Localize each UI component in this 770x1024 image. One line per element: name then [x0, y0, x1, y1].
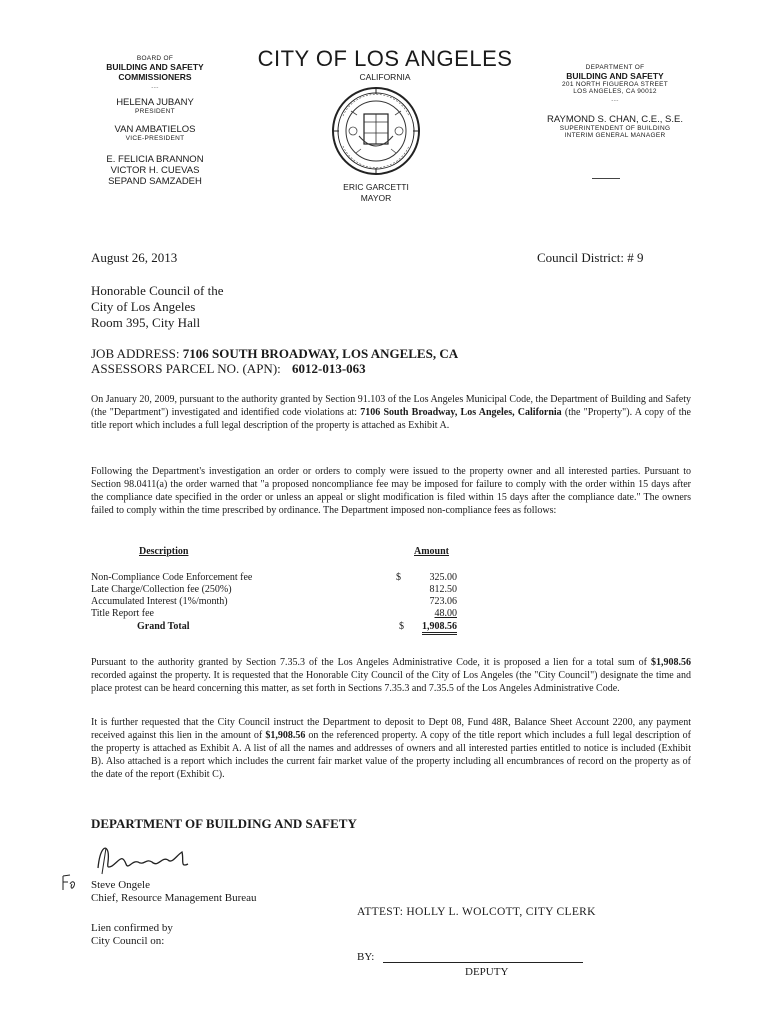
job-address-label: JOB ADDRESS: [91, 346, 180, 361]
department-separator: --- [611, 97, 619, 104]
paragraph-violations [91, 393, 691, 432]
paragraph-deposit-text-b: on the referenced property. A copy of the title report which includes a full legal description of the property is attached as Exhibit A. A list of all the names and addresses of owners and all interested parties entitled to notice is included (Exhibit B). Also attached is a report which includes the current fair market value of the property including all encumbrances of record on the property as of the date of the report (Exhibit C). [91, 730, 692, 780]
fees-column-description: Description [139, 546, 189, 557]
lien-confirmed-line-1: Lien confirmed by [91, 922, 173, 934]
fees-table [91, 546, 471, 646]
fee-label: Accumulated Interest (1%/month) [91, 596, 228, 607]
fee-dollar-sign: $ [396, 572, 401, 583]
fee-amount: 723.06 [429, 596, 457, 607]
fee-row [91, 608, 471, 620]
grand-total-amount: 1,908.56 [422, 621, 457, 635]
department-of-label: DEPARTMENT OF [585, 64, 645, 71]
commissioner-cuevas: VICTOR H. CUEVAS [110, 165, 200, 176]
fee-row [91, 596, 471, 608]
paragraph-violations-text-a: On January 20, 2009, pursuant to the authority granted by Section 91.103 of the Los Angeles Municipal Code, the Department of Building and Safety (the "Department") investigated and identified code violations at: [91, 394, 691, 418]
addressee-line-1: Honorable Council of the [91, 283, 224, 298]
handwritten-signature [92, 838, 212, 878]
department-block [520, 64, 710, 139]
lien-confirmed-block [91, 922, 173, 948]
grand-total-label: Grand Total [137, 621, 190, 632]
board-of-label: BOARD OF [136, 55, 174, 62]
paragraph-lien [91, 656, 691, 695]
fee-row [91, 584, 471, 596]
paragraph-lien-text-b: recorded against the property. It is requested that the Honorable City Council of the City of Los Angeles (the "City Council") designate the time and place protest can be heard concerning this matter, as set forth in Sections 7.35.3 and 7.35.5 of the Los Angeles Administrative Code. [91, 670, 691, 694]
commissioner-brannon: E. FELICIA BRANNON [106, 154, 204, 165]
paragraph-deposit-amount: $1,908.56 [265, 730, 306, 741]
apn-line [91, 361, 366, 377]
department-address-2: LOS ANGELES, CA 90012 [573, 88, 657, 95]
paragraph-deposit [91, 716, 691, 781]
fee-label: Non-Compliance Code Enforcement fee [91, 572, 253, 583]
letter-date: August 26, 2013 [91, 250, 178, 265]
paragraph-lien-amount: $1,908.56 [651, 657, 691, 668]
fee-total-row [91, 621, 471, 633]
general-manager-title-1: SUPERINTENDENT OF BUILDING [559, 125, 671, 132]
signer-title: Chief, Resource Management Bureau [91, 892, 257, 904]
fees-column-amount: Amount [414, 546, 450, 557]
addressee-line-2: City of Los Angeles [91, 299, 196, 314]
fee-amount: 325.00 [429, 572, 457, 583]
deputy-signature-line [383, 962, 583, 963]
job-address-value: 7106 SOUTH BROADWAY, LOS ANGELES, CA [182, 346, 459, 361]
grand-total-dollar-sign: $ [399, 621, 404, 632]
board-separator: --- [151, 84, 159, 91]
signer-block [91, 879, 257, 905]
board-commissioners-block [80, 55, 230, 187]
fee-amount: 48.00 [434, 608, 457, 619]
paragraph-violations-text-b: (the "Property"). A copy of the title report which includes a full legal description of the property is attached as Exhibit A. [91, 407, 691, 431]
board-name-line2: COMMISSIONERS [118, 72, 192, 82]
mayor-title: MAYOR [360, 193, 392, 203]
department-signature-heading: DEPARTMENT OF BUILDING AND SAFETY [91, 816, 357, 831]
paragraph-deposit-text-a: It is further requested that the City Council instruct the Department to deposit to Dept 08, Fund 48R, Balance Sheet Account 2200, any payment received against this lien in the amount of [91, 717, 691, 741]
council-district: Council District: # 9 [537, 250, 644, 265]
addressee-block [91, 283, 224, 331]
signature-initials-mark [60, 872, 78, 894]
paragraph-lien-text-a: Pursuant to the authority granted by Section 7.35.3 of the Los Angeles Administrative Code, it is proposed a lien for a total sum of [91, 657, 647, 668]
signer-name: Steve Ongele [91, 879, 150, 891]
general-manager-name: RAYMOND S. CHAN, C.E., S.E. [546, 114, 683, 125]
header-short-rule [592, 178, 620, 179]
president-name: HELENA JUBANY [116, 97, 194, 108]
president-title: PRESIDENT [135, 108, 175, 115]
paragraph-violations-address: 7106 South Broadway, Los Angeles, California [360, 407, 562, 418]
department-name: BUILDING AND SAFETY [566, 71, 664, 81]
fee-label: Late Charge/Collection fee (250%) [91, 584, 232, 595]
city-seal-icon [331, 86, 421, 176]
apn-label: ASSESSORS PARCEL NO. (APN): [91, 361, 281, 376]
vice-president-name: VAN AMBATIELOS [114, 124, 196, 135]
general-manager-title-2: INTERIM GENERAL MANAGER [564, 132, 666, 139]
paragraph-orders: Following the Department's investigation an order or orders to comply were issued to the property owner and all interested parties. Pursuant to Section 98.0411(a) the order warned that "a proposed noncompliance fee may be imposed for failure to comply with the order within 15 days after the compliance date specified in the order or unless an appeal or slight modification is filed within 15 days after the compliance date." The owners failed to comply within the time prescribed by ordinance. The Department imposed non-compliance fees as follows: [91, 466, 691, 516]
job-address-line [91, 346, 458, 362]
commissioner-samzadeh: SEPAND SAMZADEH [108, 176, 202, 187]
deputy-label: DEPUTY [465, 966, 509, 978]
vice-president-title: VICE-PRESIDENT [125, 135, 185, 142]
addressee-line-3: Room 395, City Hall [91, 315, 201, 330]
fee-row [91, 572, 471, 584]
attest-line: ATTEST: HOLLY L. WOLCOTT, CITY CLERK [357, 906, 596, 918]
board-name-line1: BUILDING AND SAFETY [106, 62, 204, 72]
city-title: CITY OF LOS ANGELES [257, 46, 513, 71]
by-label: BY: [357, 951, 375, 963]
department-address-1: 201 NORTH FIGUEROA STREET [562, 81, 668, 88]
mayor-name: ERIC GARCETTI [343, 182, 409, 192]
lien-confirmed-line-2: City Council on: [91, 935, 165, 947]
fee-amount: 812.50 [429, 584, 457, 595]
apn-value: 6012-013-063 [292, 361, 366, 376]
state-label: CALIFORNIA [359, 72, 411, 82]
fee-label: Title Report fee [91, 608, 154, 619]
